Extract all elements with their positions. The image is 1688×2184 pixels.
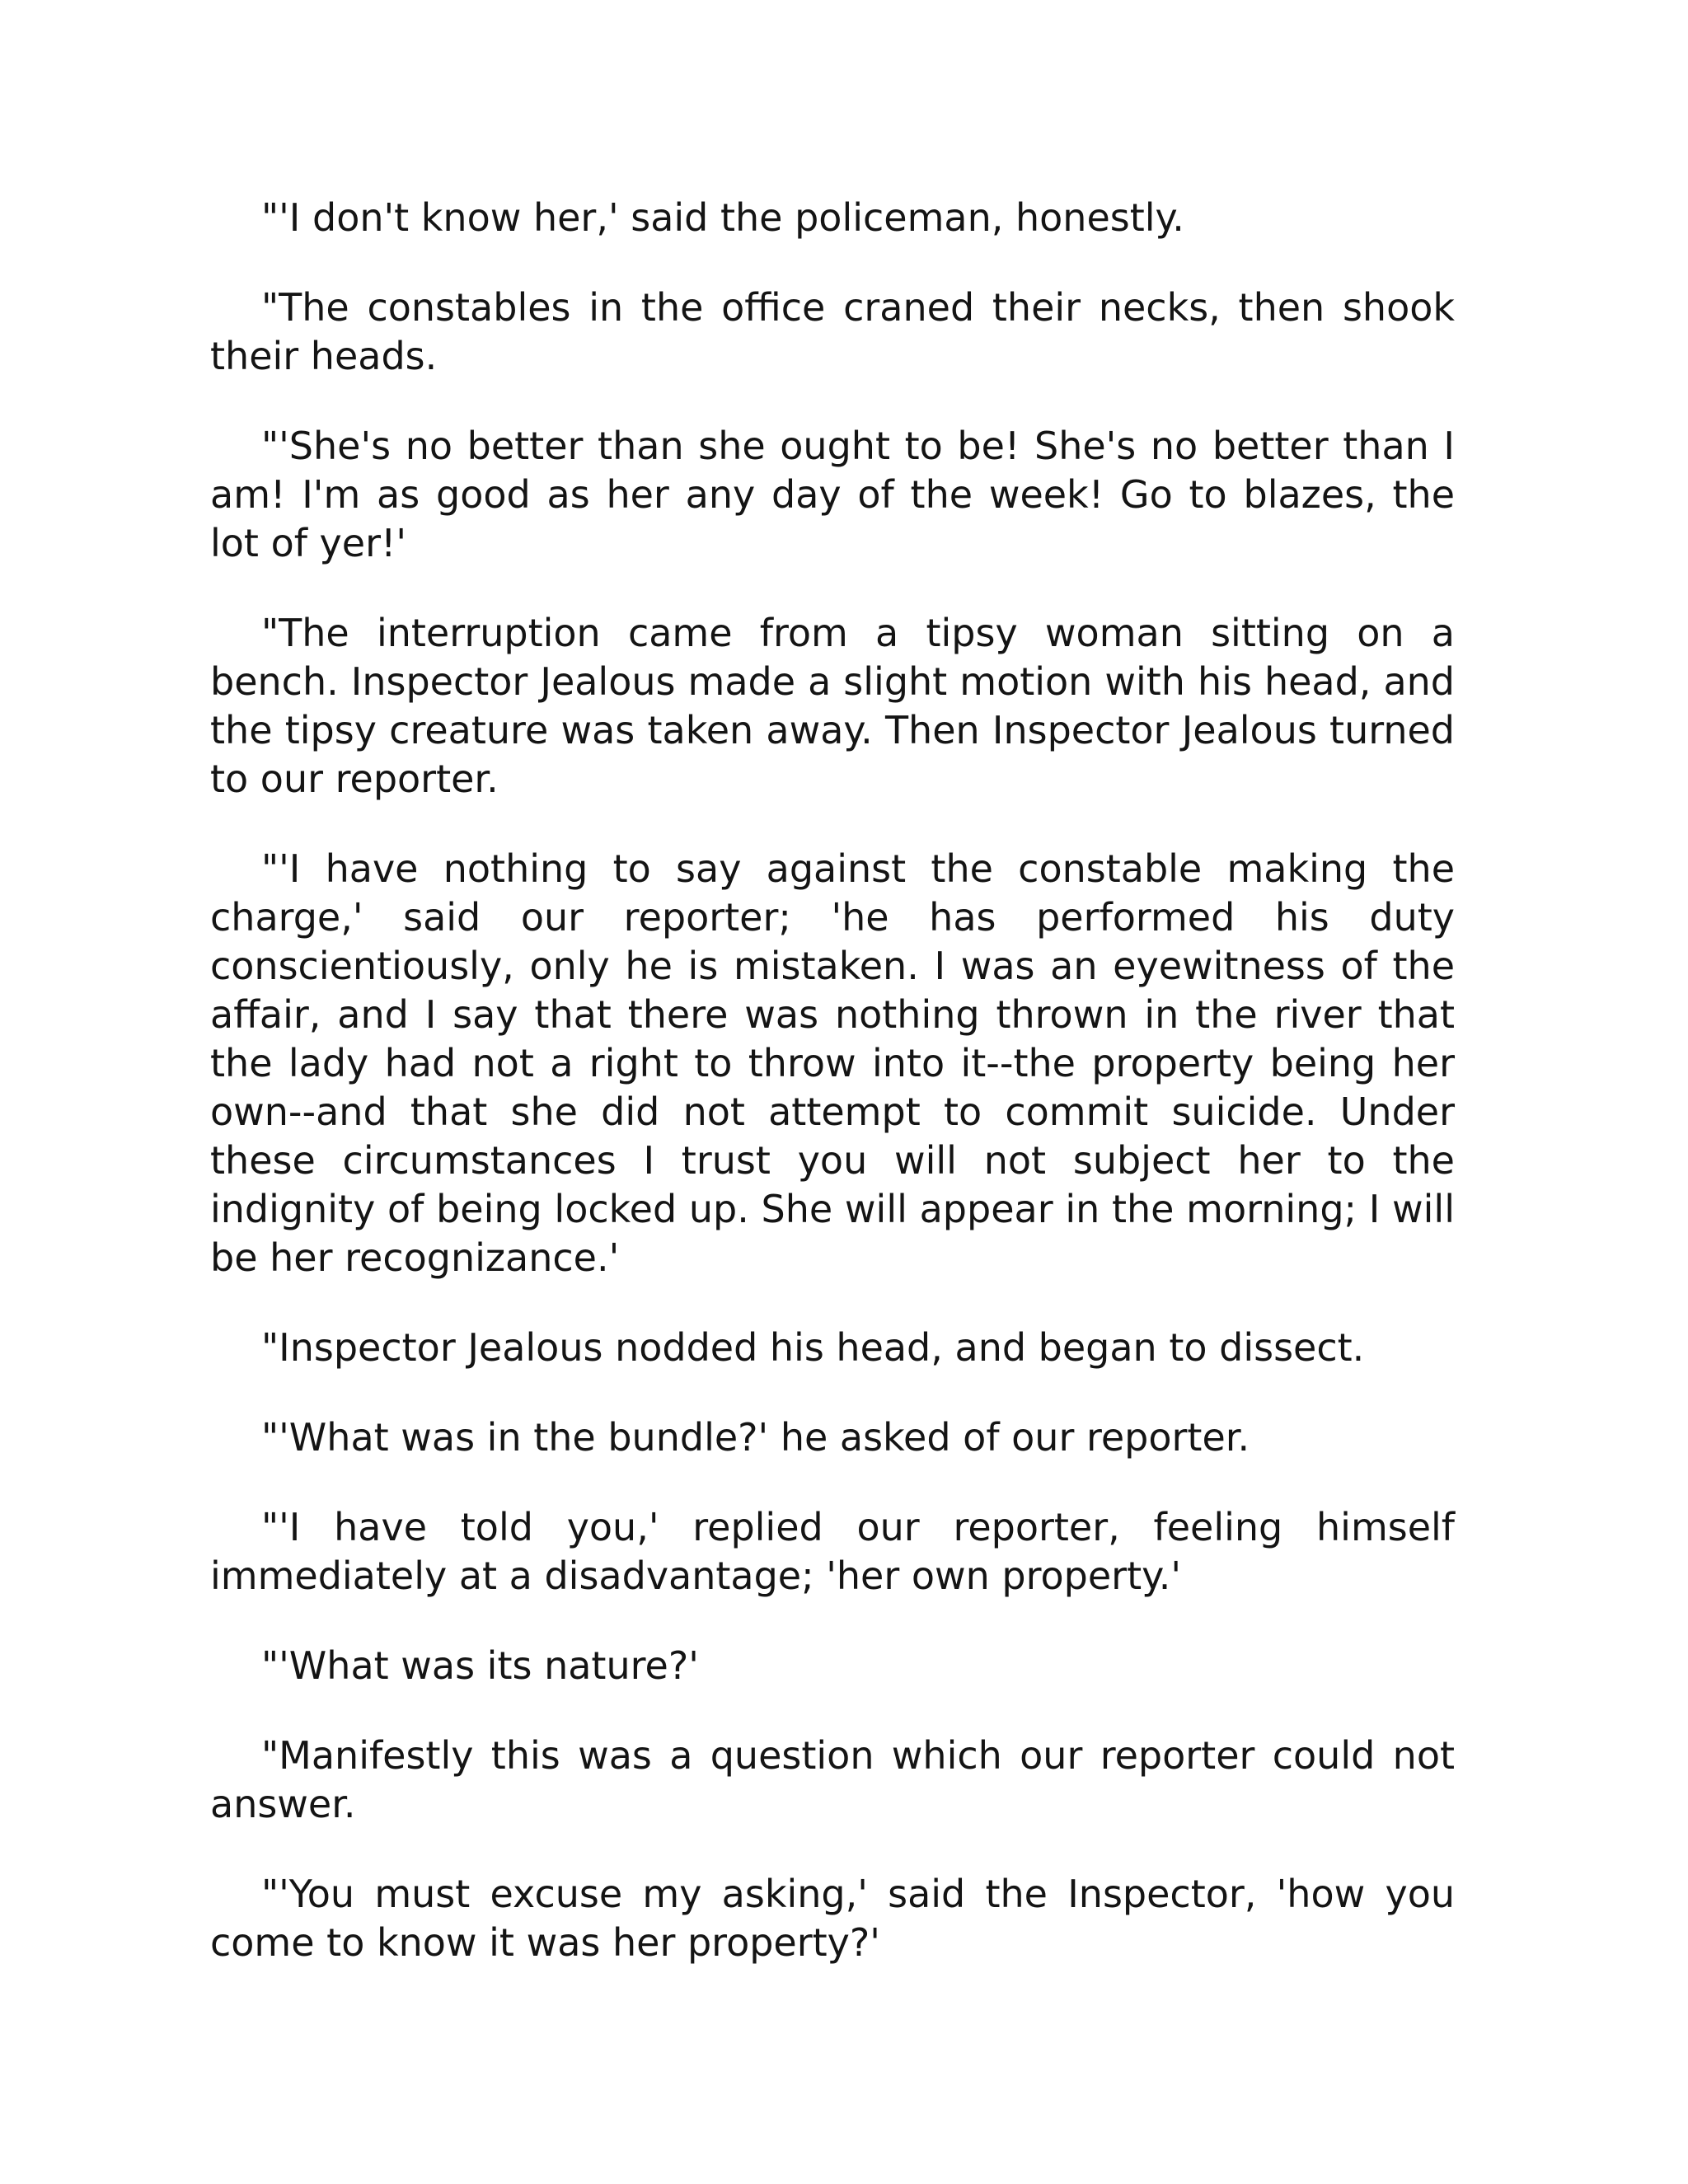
- paragraph-5: "'I have nothing to say against the constable making the charge,' said our reporter; 'he has performed his duty conscientiously, only he is mistaken. I was an eyewitness of the affair, and I say that there was nothing thrown in the river that the lady had not a right to throw into it--the property being her own--and that she did not attempt to commit suicide. Under these circumstances I trust you will not subject her to the indignity of being locked up. She will appear in the morning; I will be her recognizance.': [210, 846, 1455, 1280]
- paragraph-4: "The interruption came from a tipsy woman sitting on a bench. Inspector Jealous made a slight motion with his head, and the tipsy creature was taken away. Then Inspector Jealous turned to our reporter.: [210, 611, 1455, 801]
- paragraph-6: "Inspector Jealous nodded his head, and began to dissect.: [261, 1325, 1365, 1370]
- paragraph-10: "Manifestly this was a question which our reporter could not answer.: [210, 1733, 1455, 1826]
- paragraph-7: "'What was in the bundle?' he asked of our reporter.: [261, 1415, 1250, 1460]
- paragraph-2: "The constables in the office craned their necks, then shook their heads.: [210, 285, 1455, 378]
- paragraph-1: "'I don't know her,' said the policeman, honestly.: [261, 195, 1184, 240]
- paragraph-3: "'She's no better than she ought to be! She's no better than I am! I'm as good as her any day of the week! Go to blazes, the lot of yer!': [210, 424, 1455, 565]
- paragraph-11: "'You must excuse my asking,' said the Inspector, 'how you come to know it was her property?': [210, 1872, 1455, 1965]
- paragraph-9: "'What was its nature?': [261, 1643, 699, 1688]
- paragraph-8: "'I have told you,' replied our reporter, feeling himself immediately at a disadvantage; 'her own property.': [210, 1505, 1455, 1598]
- document-page: [210, 194, 1455, 2008]
